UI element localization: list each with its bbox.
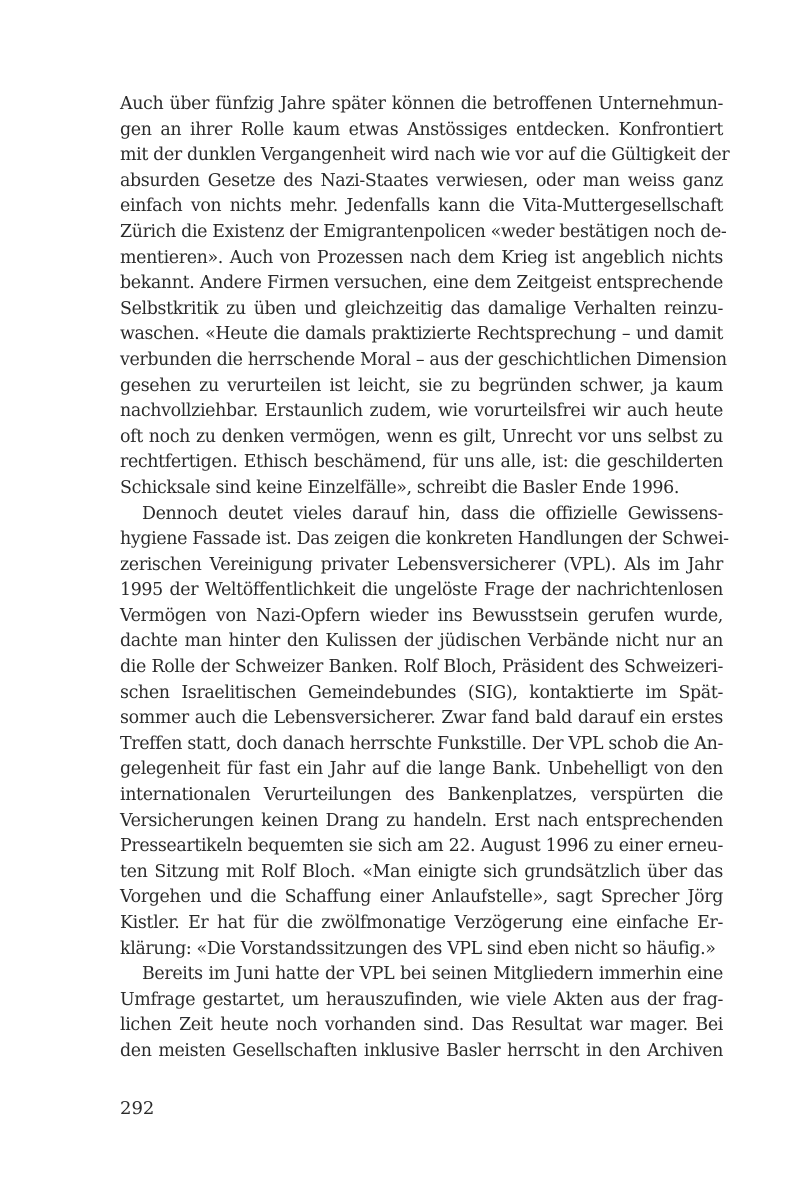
text-line: absurden Gesetze des Nazi-Staates verwiesen, oder man weiss ganz — [120, 170, 723, 191]
text-line: Kistler. Er hat für die zwölfmonatige Verzögerung eine einfache Er- — [120, 913, 723, 933]
text-line: die Rolle der Schweizer Banken. Rolf Bloch, Präsident des Schweizeri- — [120, 657, 723, 678]
text-line: hygiene Fassade ist. Das zeigen die konkreten Handlungen der Schwei- — [120, 529, 729, 550]
text-line: bekannt. Andere Firmen versuchen, eine dem Zeitgeist entsprechende — [120, 273, 723, 294]
text-line: Bereits im Juni hatte der VPL bei seinen Mitgliedern immerhin eine — [142, 964, 723, 985]
text-line: dachte man hinter den Kulissen der jüdischen Verbände nicht nur an — [120, 631, 723, 652]
text-line: Vorgehen und die Schaffung einer Anlaufstelle», sagt Sprecher Jörg — [120, 887, 723, 908]
text-line: gesehen zu verurteilen ist leicht, sie zu begründen schwer, ja kaum — [120, 375, 723, 396]
text-line: Presseartikeln bequemten sie sich am 22. August 1996 zu einer erneu- — [120, 836, 723, 857]
paragraph — [120, 502, 729, 963]
text-line: gelegenheit für fast ein Jahr auf die lange Bank. Unbehelligt von den — [120, 759, 723, 780]
text-line: lichen Zeit heute noch vorhanden sind. Das Resultat war mager. Bei — [120, 1015, 723, 1036]
text-line: mit der dunklen Vergangenheit wird nach wie vor auf die Gültigkeit der — [120, 145, 730, 166]
text-line: Vermögen von Nazi-Opfern wieder ins Bewusstsein gerufen wurde, — [120, 605, 723, 626]
text-line: 1995 der Weltöffentlichkeit die ungelöste Frage der nachrichtenlosen — [120, 580, 723, 601]
text-line: rechtfertigen. Ethisch beschämend, für uns alle, ist: die geschilderten — [120, 452, 723, 473]
text-line: Schicksale sind keine Einzelfälle», schreibt die Basler Ende 1996. — [120, 477, 680, 498]
text-line: oft noch zu denken vermögen, wenn es gilt, Unrecht vor uns selbst zu — [120, 426, 723, 447]
text-line: mentieren». Auch von Prozessen nach dem Krieg ist angeblich nichts — [120, 247, 723, 268]
text-line: Selbstkritik zu üben und gleichzeitig das damalige Verhalten reinzu- — [120, 298, 723, 319]
text-line: sommer auch die Lebensversicherer. Zwar fand bald darauf ein erstes — [120, 708, 723, 729]
text-line: zerischen Vereinigung privater Lebensversicherer (VPL). Als im Jahr — [120, 554, 723, 575]
text-line: klärung: «Die Vorstandssitzungen des VPL sind eben nicht so häufig.» — [120, 938, 716, 959]
paragraph — [120, 92, 730, 502]
text-line: Zürich die Existenz der Emigrantenpolicen «weder bestätigen noch de- — [120, 221, 727, 242]
text-line: einfach von nichts mehr. Jedenfalls kann die Vita-Muttergesellschaft — [120, 196, 723, 217]
text-line: Dennoch deutet vieles darauf hin, dass die offizielle Gewissens- — [142, 503, 723, 524]
page-number: 292 — [120, 1098, 155, 1119]
text-line: Treffen statt, doch danach herrschte Funkstille. Der VPL schob die An- — [120, 733, 723, 754]
text-line: internationalen Verurteilungen des Bankenplatzes, verspürten die — [120, 785, 723, 806]
text-line: ten Sitzung mit Rolf Bloch. «Man einigte sich grundsätzlich über das — [120, 861, 723, 882]
text-line: Auch über fünfzig Jahre später können die betroffenen Unternehmun- — [120, 94, 723, 114]
text-line: nachvollziehbar. Erstaunlich zudem, wie vorurteilsfrei wir auch heute — [120, 401, 723, 422]
text-line: waschen. «Heute die damals praktizierte Rechtsprechung – und damit — [120, 324, 723, 345]
paragraph — [120, 962, 723, 1064]
text-line: gen an ihrer Rolle kaum etwas Anstössiges entdecken. Konfrontiert — [120, 119, 723, 140]
text-line: verbunden die herrschende Moral – aus der geschichtlichen Dimension — [120, 349, 727, 370]
text-line: schen Israelitischen Gemeindebundes (SIG), kontaktierte im Spät- — [120, 682, 723, 703]
text-line: den meisten Gesellschaften inklusive Basler herrscht in den Archiven — [120, 1040, 723, 1061]
body-text — [120, 92, 730, 1065]
text-line: Umfrage gestartet, um herauszufinden, wie viele Akten aus der frag- — [120, 989, 723, 1010]
text-line: Versicherungen keinen Drang zu handeln. Erst nach entsprechenden — [120, 810, 723, 831]
